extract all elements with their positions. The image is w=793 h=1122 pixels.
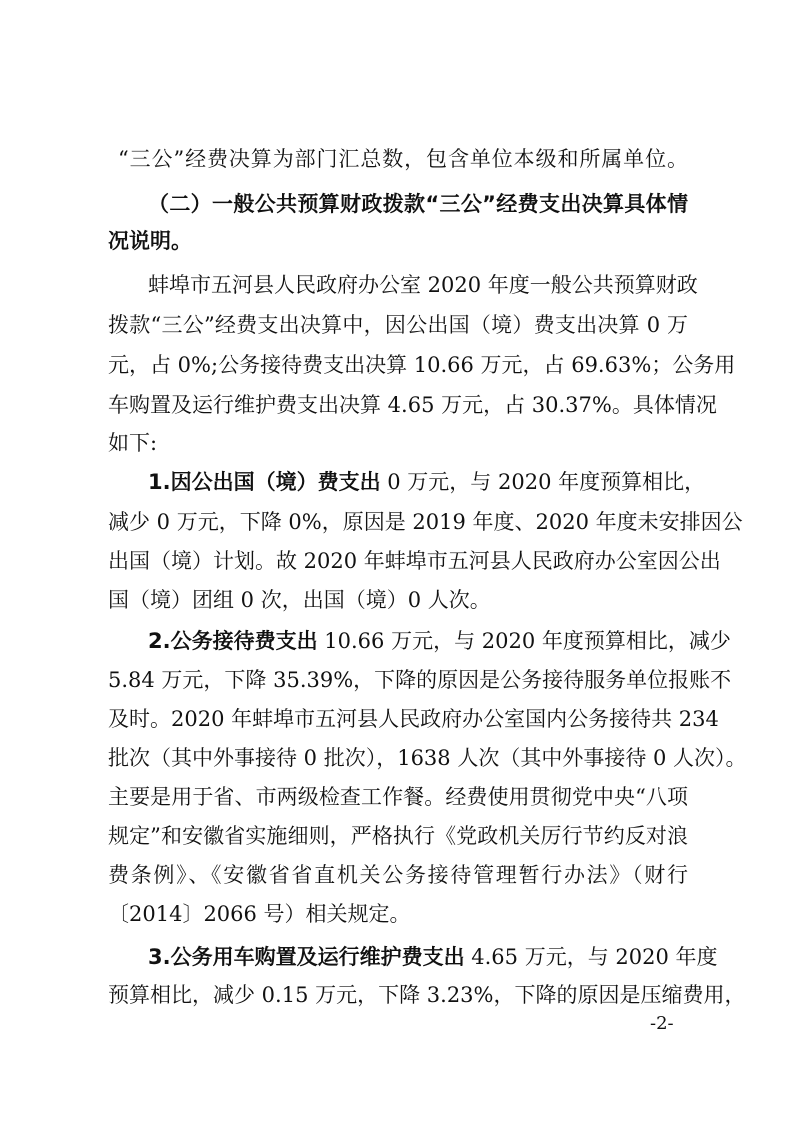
section-heading: （二）一般公共预算财政拨款“三公”经费支出决算具体情 (148, 192, 688, 216)
text-line: 批次（其中外事接待 0 批次），1638 人次（其中外事接待 0 人次）。 (108, 746, 747, 770)
text-line: 国（境）团组 0 次，出国（境）0 人次。 (108, 588, 491, 612)
text-line: 〔2014〕2066 号）相关规定。 (108, 902, 411, 926)
text-line: 规定”和安徽省实施细则，严格执行《党政机关厉行节约反对浪 (108, 824, 688, 848)
text-line: 蚌埠市五河县人民政府办公室 2020 年度一般公共预算财政 (148, 273, 698, 297)
item-heading-line: 2.公务接待费支出 10.66 万元，与 2020 年度预算相比，减少 (148, 629, 731, 653)
item-heading: 3.公务用车购置及运行维护费支出 (148, 945, 465, 969)
text-line: 5.84 万元，下降 35.39%，下降的原因是公务接待服务单位报账不 (108, 668, 732, 692)
item-heading-line: 3.公务用车购置及运行维护费支出 4.65 万元，与 2020 年度 (148, 945, 718, 969)
text-line: 如下: (108, 431, 158, 455)
section-heading-cont: 况说明。 (108, 229, 192, 253)
text-line: 减少 0 万元，下降 0%，原因是 2019 年度、2020 年度未安排因公 (108, 510, 743, 534)
text-line: “三公”经费决算为部门汇总数，包含单位本级和所属单位。 (118, 147, 688, 171)
item-heading: 2.公务接待费支出 (148, 629, 318, 653)
item-heading: 1.因公出国（境）费支出 (148, 470, 381, 494)
page-number: -2- (650, 1013, 674, 1034)
text-line: 预算相比，减少 0.15 万元，下降 3.23%，下降的原因是压缩费用， (108, 983, 746, 1007)
text-line: 元，占 0%;公务接待费支出决算 10.66 万元，占 69.63%；公务用 (108, 353, 736, 377)
text-line: 出国（境）计划。故 2020 年蚌埠市五河县人民政府办公室因公出 (108, 549, 721, 573)
item-heading-line: 1.因公出国（境）费支出 0 万元，与 2020 年度预算相比， (148, 470, 706, 494)
text-line: 费条例》、《安徽省省直机关公务接待管理暂行办法》（财行 (108, 863, 688, 887)
text-line: 拨款“三公”经费支出决算中，因公出国（境）费支出决算 0 万 (108, 313, 688, 337)
text-line: 车购置及运行维护费支出决算 4.65 万元，占 30.37%。具体情况 (108, 393, 717, 417)
text-line: 及时。2020 年蚌埠市五河县人民政府办公室国内公务接待共 234 (108, 707, 719, 731)
text-line: 主要是用于省、市两级检查工作餐。经费使用贯彻党中央“八项 (108, 785, 688, 809)
